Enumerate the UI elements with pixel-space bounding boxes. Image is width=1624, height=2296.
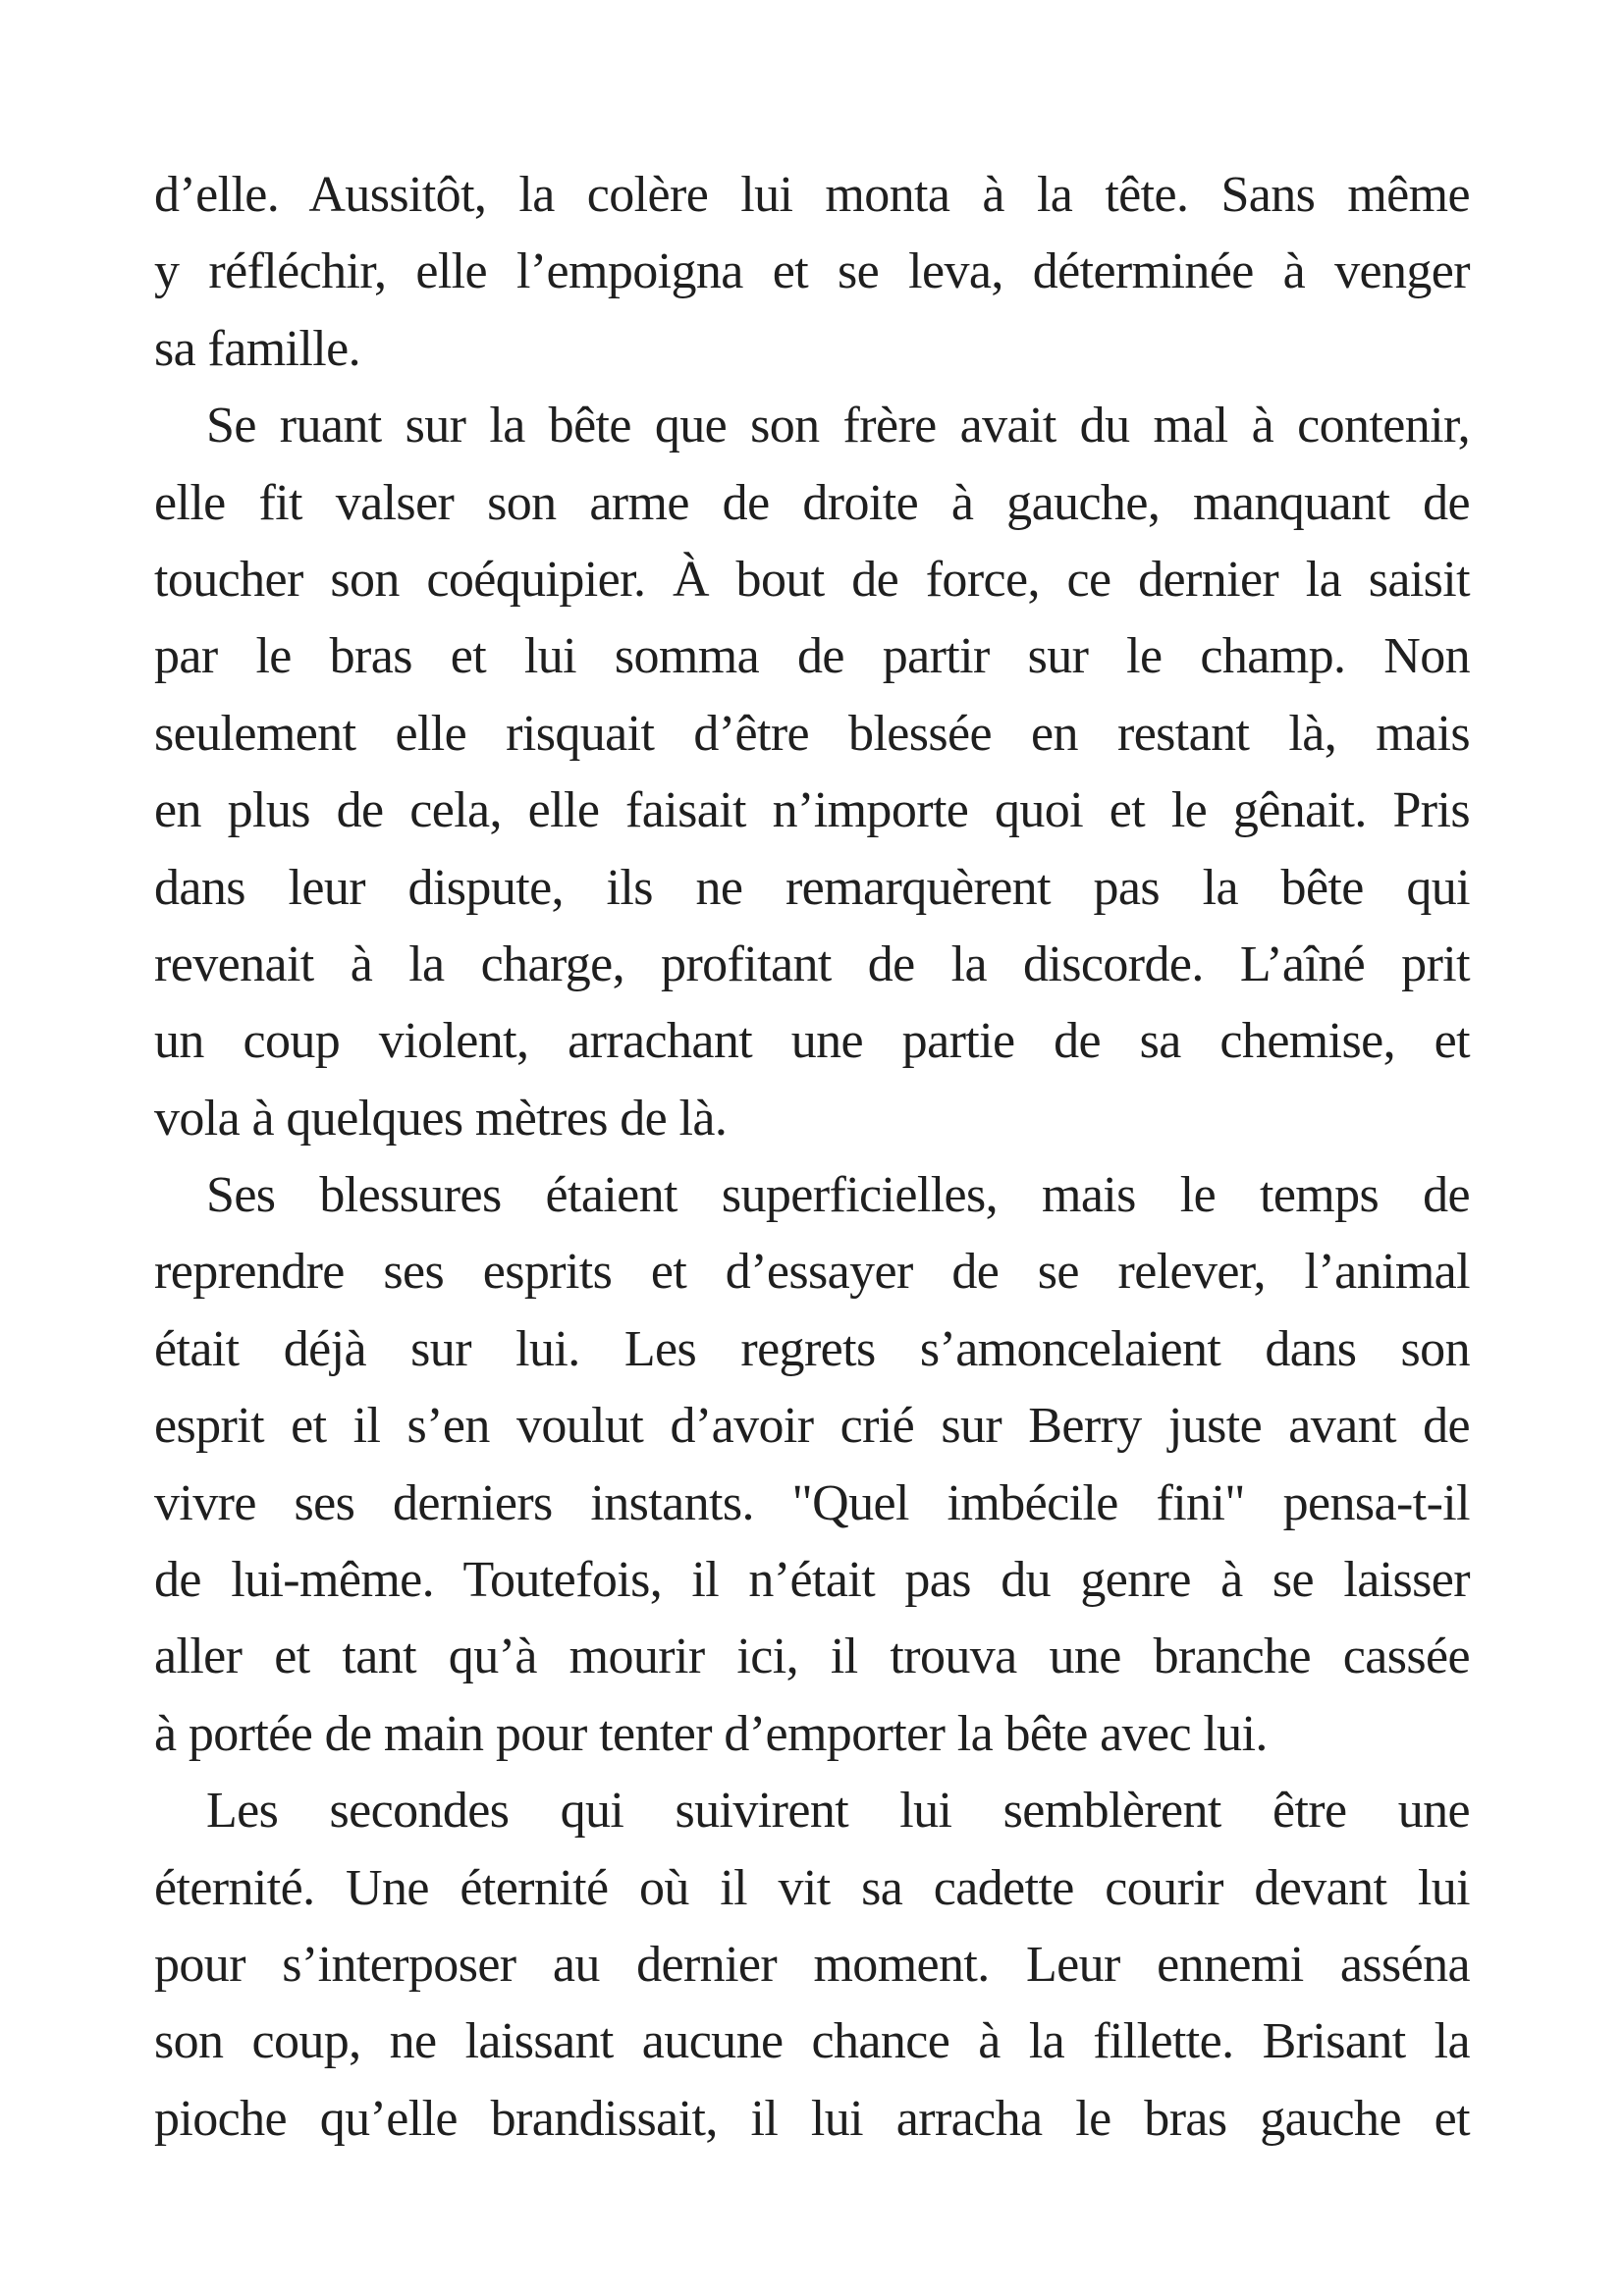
text-line: aller et tant qu’à mourir ici, il trouva une branche cassée bbox=[154, 1629, 1470, 1685]
text-line: par le bras et lui somma de partir sur le champ. Non bbox=[154, 628, 1470, 685]
paragraph-3 bbox=[154, 1157, 1470, 1773]
text-line: Les secondes qui suivirent lui semblèrent être une bbox=[206, 1783, 1470, 1840]
text-line: elle fit valser son arme de droite à gauche, manquant de bbox=[154, 474, 1470, 531]
text-line: pour s’interposer au dernier moment. Leur ennemi asséna bbox=[154, 1936, 1470, 1993]
text-line: esprit et il s’en voulut d’avoir crié sur Berry juste avant de bbox=[154, 1398, 1470, 1455]
text-line: y réfléchir, elle l’empoigna et se leva, déterminée à venger bbox=[154, 243, 1470, 300]
text-line: toucher son coéquipier. À bout de force, ce dernier la saisit bbox=[154, 551, 1470, 608]
text-line: éternité. Une éternité où il vit sa cadette courir devant lui bbox=[154, 1859, 1470, 1916]
text-line: vola à quelques mètres de là. bbox=[154, 1090, 728, 1147]
text-line: son coup, ne laissant aucune chance à la fillette. Brisant la bbox=[154, 2013, 1470, 2070]
text-line: pioche qu’elle brandissait, il lui arracha le bras gauche et bbox=[154, 2090, 1470, 2147]
text-line: sa famille. bbox=[154, 320, 360, 377]
text-line: dans leur dispute, ils ne remarquèrent pas la bête qui bbox=[154, 859, 1470, 916]
text-line: en plus de cela, elle faisait n’importe quoi et le gênait. Pris bbox=[154, 782, 1470, 839]
paragraph-4 bbox=[154, 1773, 1470, 2158]
text-line: un coup violent, arrachant une partie de sa chemise, et bbox=[154, 1013, 1470, 1070]
text-line: d’elle. Aussitôt, la colère lui monta à la tête. Sans même bbox=[154, 167, 1470, 223]
text-line: de lui-même. Toutefois, il n’était pas du genre à se laisser bbox=[154, 1552, 1470, 1609]
text-line: à portée de main pour tenter d’emporter la bête avec lui. bbox=[154, 1705, 1268, 1762]
text-line: Se ruant sur la bête que son frère avait du mal à contenir, bbox=[206, 398, 1470, 454]
body-text bbox=[154, 157, 1470, 2158]
paragraph-2 bbox=[154, 388, 1470, 1157]
text-line: seulement elle risquait d’être blessée en restant là, mais bbox=[154, 705, 1470, 762]
text-line: était déjà sur lui. Les regrets s’amoncelaient dans son bbox=[154, 1320, 1470, 1377]
text-line: Ses blessures étaient superficielles, mais le temps de bbox=[206, 1167, 1470, 1224]
paragraph-1 bbox=[154, 157, 1470, 388]
text-line: revenait à la charge, profitant de la discorde. L’aîné prit bbox=[154, 935, 1470, 992]
text-line: vivre ses derniers instants. "Quel imbécile fini" pensa-t-il bbox=[154, 1474, 1470, 1531]
text-line: reprendre ses esprits et d’essayer de se relever, l’animal bbox=[154, 1244, 1470, 1301]
